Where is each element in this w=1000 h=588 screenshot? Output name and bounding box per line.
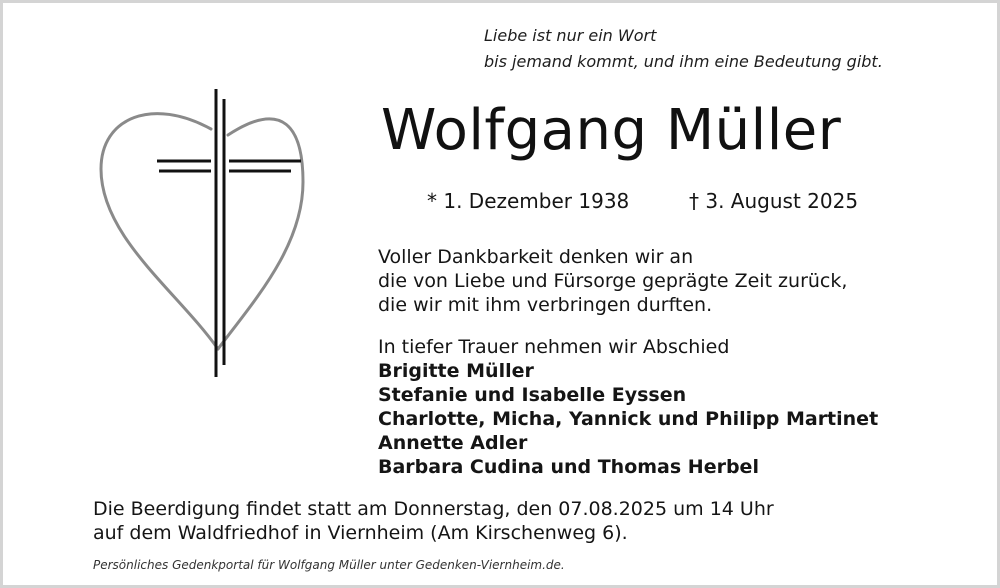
gratitude-text — [378, 245, 847, 317]
heart-right-stroke — [218, 119, 303, 349]
mourning-intro: In tiefer Trauer nehmen wir Abschied — [378, 336, 730, 358]
heart-with-cross-icon — [93, 87, 333, 381]
gratitude-line: Voller Dankbarkeit denken wir an — [378, 246, 694, 268]
funeral-line: Die Beerdigung findet statt am Donnerstag, den 07.08.2025 um 14 Uhr — [93, 498, 774, 520]
heart-left-stroke — [101, 114, 218, 349]
quote-line: bis jemand kommt, und ihm eine Bedeutung gibt. — [484, 52, 883, 71]
birth-date: * 1. Dezember 1938 — [427, 189, 630, 213]
mourner-name: Charlotte, Micha, Yannick und Philipp Martinet — [378, 408, 879, 430]
death-date: † 3. August 2025 — [689, 189, 859, 213]
gratitude-line: die von Liebe und Fürsorge geprägte Zeit zurück, — [378, 270, 848, 292]
mourner-name: Brigitte Müller — [378, 360, 534, 382]
mourner-name: Barbara Cudina und Thomas Herbel — [378, 456, 759, 478]
heart-with-cross-graphic — [93, 87, 333, 377]
funeral-info — [93, 497, 774, 545]
mourner-name: Stefanie und Isabelle Eyssen — [378, 384, 687, 406]
mourner-name: Annette Adler — [378, 432, 528, 454]
deceased-name: Wolfgang Müller — [381, 98, 842, 163]
memorial-quote — [484, 23, 883, 75]
memorial-portal-note: Persönliches Gedenkportal für Wolfgang Müller unter Gedenken-Viernheim.de. — [93, 558, 565, 572]
cross-center-gap — [211, 155, 229, 177]
mourning-section — [378, 335, 878, 479]
funeral-line: auf dem Waldfriedhof in Viernheim (Am Kirschenweg 6). — [93, 522, 628, 544]
mourners-list — [378, 359, 878, 479]
gratitude-line: die wir mit ihm verbringen durften. — [378, 294, 713, 316]
quote-line: Liebe ist nur ein Wort — [484, 26, 657, 45]
